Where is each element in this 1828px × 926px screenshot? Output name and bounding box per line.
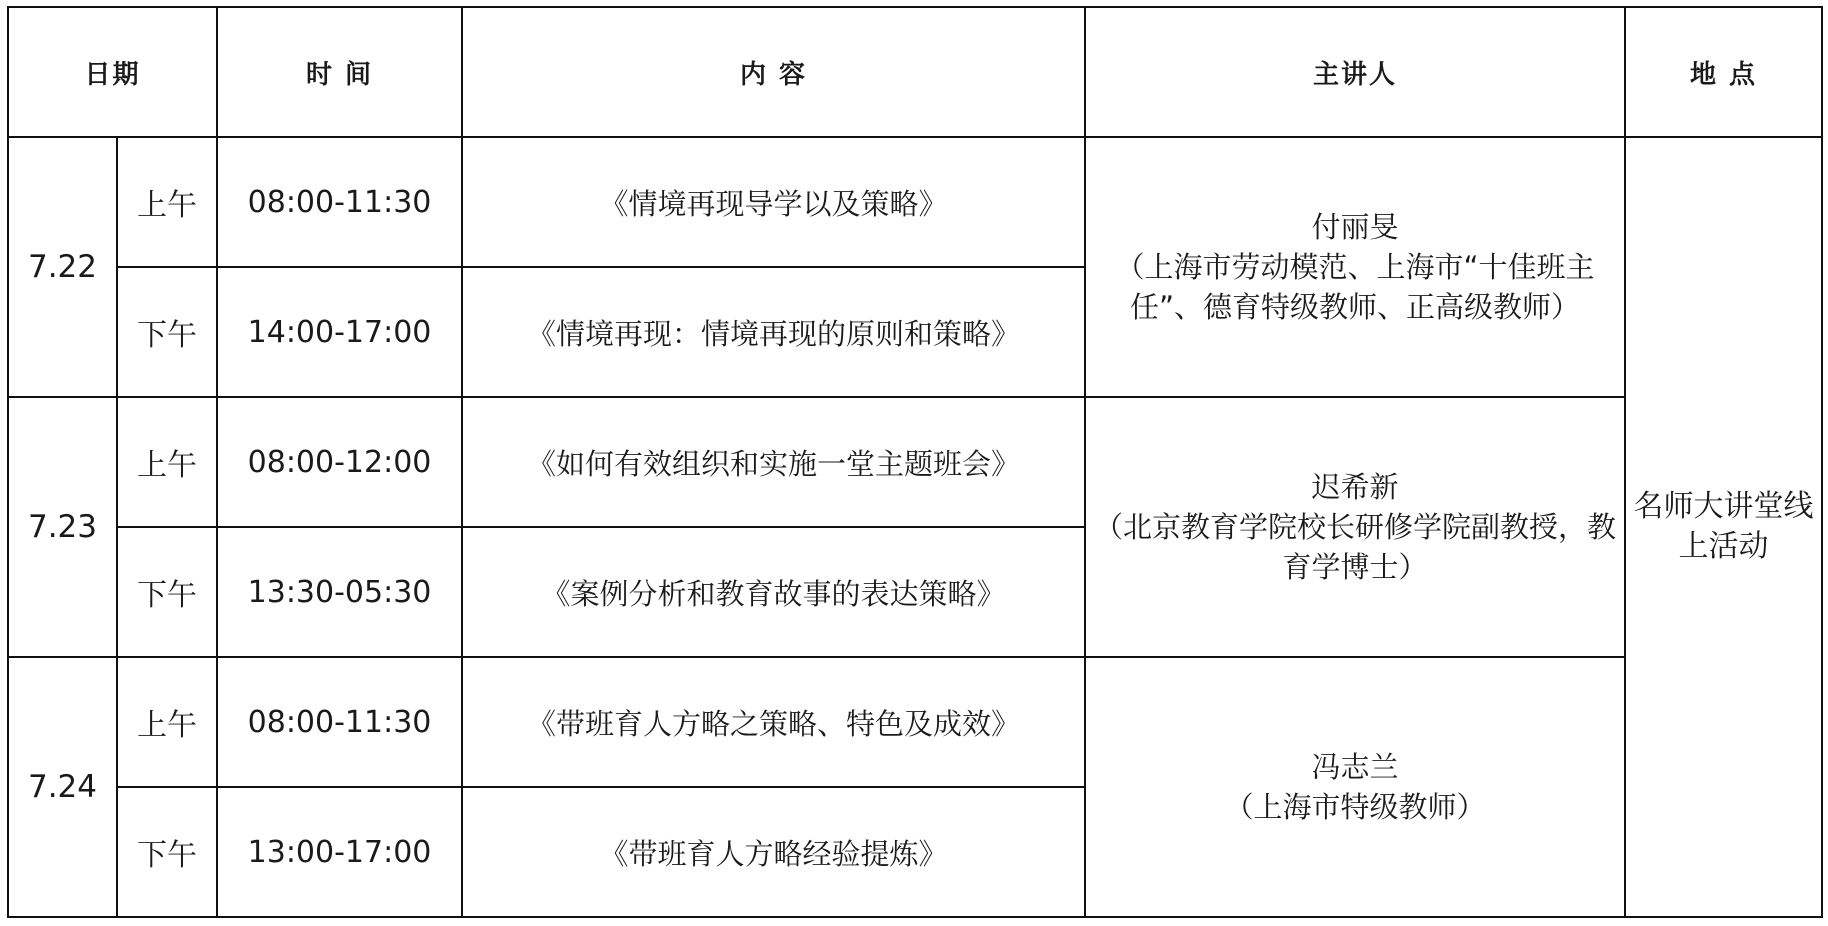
- time-cell: 14:00-17:00: [217, 267, 462, 397]
- period-cell: 下午: [117, 787, 217, 917]
- time-cell: 13:00-17:00: [217, 787, 462, 917]
- content-cell: 《情境再现：情境再现的原则和策略》: [462, 267, 1085, 397]
- speaker-cell: [1085, 657, 1625, 917]
- content-cell: 《案例分析和教育故事的表达策略》: [462, 527, 1085, 657]
- period-cell: 下午: [117, 267, 217, 397]
- header-location: 地 点: [1625, 7, 1822, 137]
- time-cell: 08:00-12:00: [217, 397, 462, 527]
- speaker-title: （上海市劳动模范、上海市“十佳班主任”、德育特级教师、正高级教师）: [1115, 250, 1595, 324]
- date-cell: 7.24: [8, 657, 117, 917]
- location-cell: 名师大讲堂线上活动: [1625, 137, 1822, 917]
- speaker-title: （北京教育学院校长研修学院副教授，教育学博士）: [1094, 510, 1617, 584]
- period-cell: 下午: [117, 527, 217, 657]
- date-cell: 7.22: [8, 137, 117, 397]
- time-cell: 08:00-11:30: [217, 657, 462, 787]
- table-row: [8, 137, 1822, 267]
- header-date: 日期: [8, 7, 217, 137]
- period-cell: 上午: [117, 397, 217, 527]
- speaker-cell: [1085, 397, 1625, 657]
- time-cell: 13:30-05:30: [217, 527, 462, 657]
- speaker-name: 迟希新: [1311, 470, 1399, 504]
- content-cell: 《带班育人方略经验提炼》: [462, 787, 1085, 917]
- header-row: [8, 7, 1822, 137]
- period-cell: 上午: [117, 657, 217, 787]
- content-cell: 《情境再现导学以及策略》: [462, 137, 1085, 267]
- table-row: [8, 397, 1822, 527]
- schedule-table: [7, 6, 1823, 918]
- time-cell: 08:00-11:30: [217, 137, 462, 267]
- speaker-title: （上海市特级教师）: [1224, 790, 1486, 824]
- speaker-name: 付丽旻: [1311, 210, 1399, 244]
- header-time: 时 间: [217, 7, 462, 137]
- date-cell: 7.23: [8, 397, 117, 657]
- header-speaker: 主讲人: [1085, 7, 1625, 137]
- speaker-cell: [1085, 137, 1625, 397]
- header-content: 内 容: [462, 7, 1085, 137]
- content-cell: 《如何有效组织和实施一堂主题班会》: [462, 397, 1085, 527]
- content-cell: 《带班育人方略之策略、特色及成效》: [462, 657, 1085, 787]
- table-row: [8, 657, 1822, 787]
- period-cell: 上午: [117, 137, 217, 267]
- speaker-name: 冯志兰: [1311, 750, 1399, 784]
